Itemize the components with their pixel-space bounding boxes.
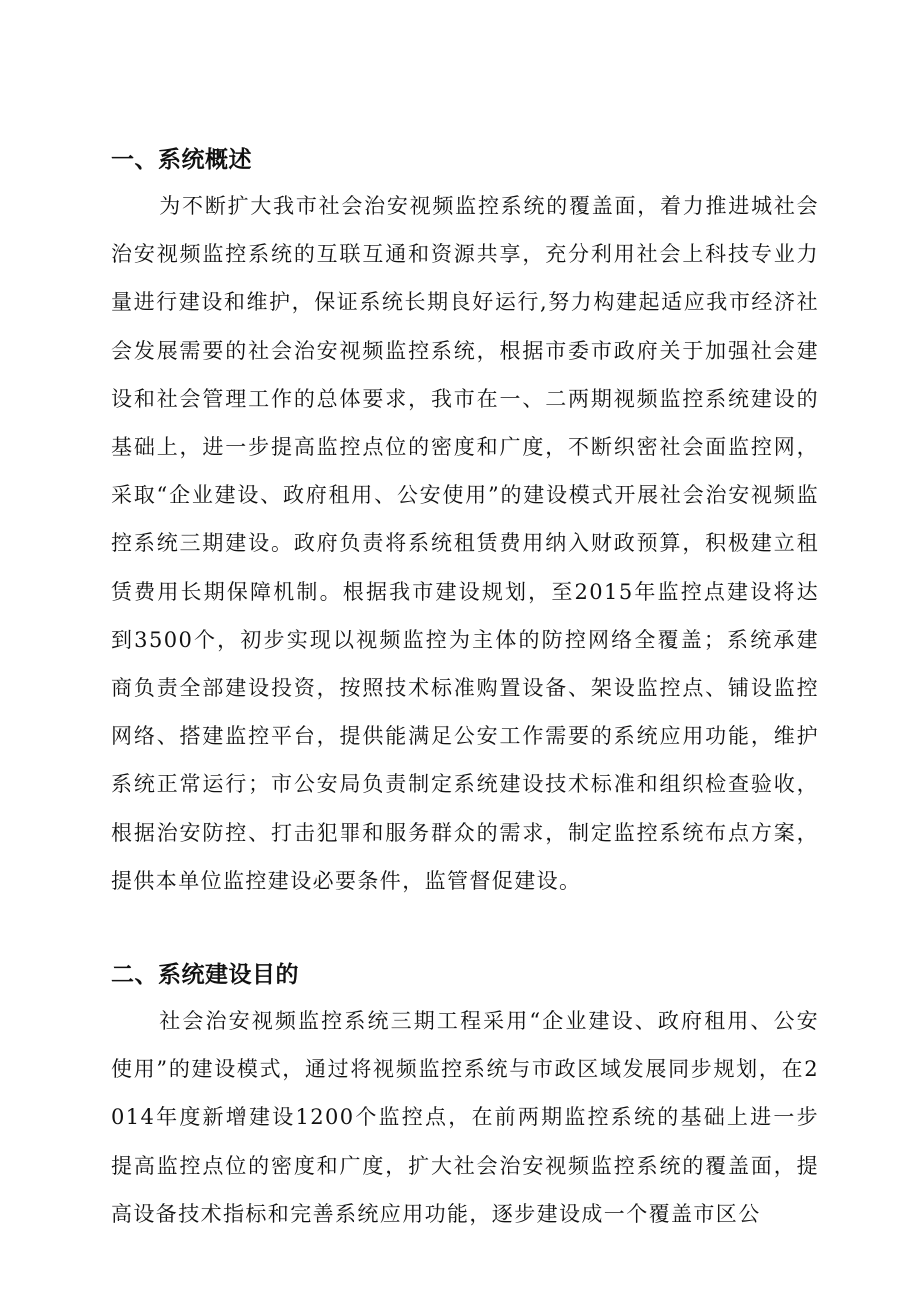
section-paragraph: 社会治安视频监控系统三期工程采用“企业建设、政府租用、公安使用”的建设模式，通过将视频监控系统与市政区域发展同步规划，在2014年度新增建设1200个监控点，在前两期监控系统的基础上进一步提高监控点位的密度和广度，扩大社会治安视频监控系统的覆盖面，提高设备技术指标和完善系统应用功能，逐步建设成一个覆盖市区公 (111, 1009, 819, 1226)
document-body (111, 142, 819, 1238)
section-heading: 一、系统概述 (111, 147, 252, 173)
section-paragraph: 为不断扩大我市社会治安视频监控系统的覆盖面，着力推进城社会治安视频监控系统的互联互通和资源共享，充分利用社会上科技专业力量进行建设和维护，保证系统长期良好运行,努力构建起适应我市经济社会发展需要的社会治安视频监控系统，根据市委市政府关于加强社会建设和社会管理工作的总体要求，我市在一、二两期视频监控系统建设的基础上，进一步提高监控点位的密度和广度，不断织密社会面监控网，采取“企业建设、政府租用、公安使用”的建设模式开展社会治安视频监控系统三期建设。政府负责将系统租赁费用纳入财政预算，积极建立租赁费用长期保障机制。根据我市建设规划，至2015年监控点建设将达到3500个，初步实现以视频监控为主体的防控网络全覆盖；系统承建商负责全部建设投资，按照技术标准购置设备、架设监控点、铺设监控网络、搭建监控平台，提供能满足公安工作需要的系统应用功能，维护系统正常运行；市公安局负责制定系统建设技术标准和组织检查验收，根据治安防控、打击犯罪和服务群众的需求，制定监控系统布点方案，提供本单位监控建设必要条件，监管督促建设。 (111, 194, 819, 893)
section-heading: 二、系统建设目的 (111, 962, 299, 989)
section-construction-purpose (111, 957, 819, 1238)
section-overview (111, 142, 819, 905)
